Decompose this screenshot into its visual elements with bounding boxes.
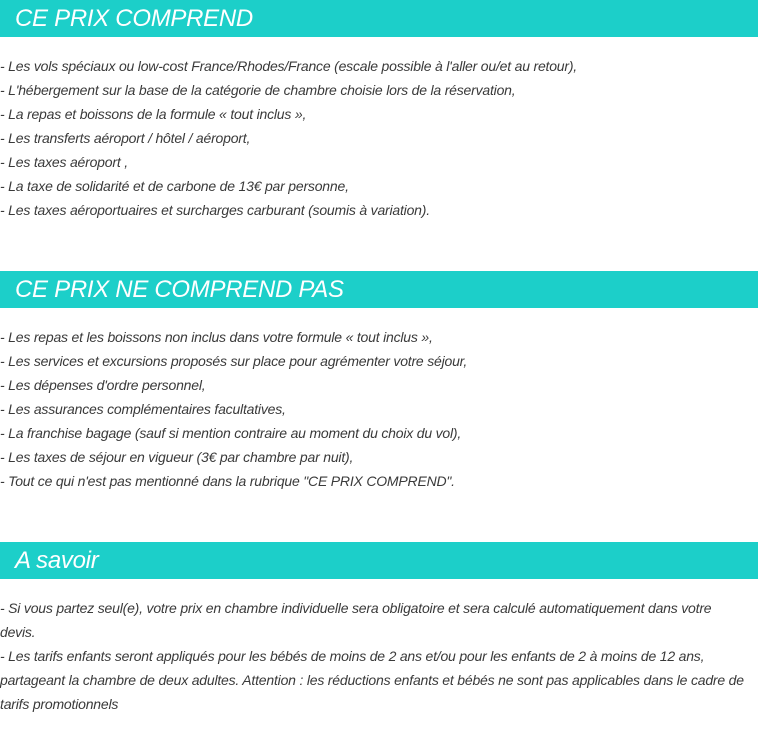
list-item: - La taxe de solidarité et de carbone de 13€ par personne, bbox=[0, 178, 349, 194]
list-item: - Les taxes de séjour en vigueur (3€ par chambre par nuit), bbox=[0, 449, 354, 465]
list-item: - Les dépenses d'ordre personnel, bbox=[0, 377, 206, 393]
list-item: - Les transferts aéroport / hôtel / aéroport, bbox=[0, 130, 251, 146]
list-item: - Les vols spéciaux ou low-cost France/Rhodes/France (escale possible à l'aller ou/et au retour), bbox=[0, 58, 578, 74]
section-title: A savoir bbox=[15, 546, 99, 574]
section-banner bbox=[0, 542, 758, 579]
list-item: - La repas et boissons de la formule « tout inclus », bbox=[0, 106, 307, 122]
excluded-list bbox=[0, 325, 758, 493]
section-good-to-know bbox=[0, 542, 758, 716]
list-item: - Tout ce qui n'est pas mentionné dans la rubrique "CE PRIX COMPREND". bbox=[0, 473, 455, 489]
list-item: - Les repas et les boissons non inclus dans votre formule « tout inclus », bbox=[0, 329, 433, 345]
list-item: - Les assurances complémentaires facultatives, bbox=[0, 401, 286, 417]
section-price-includes bbox=[0, 0, 758, 222]
section-banner bbox=[0, 271, 758, 308]
list-item: - Les tarifs enfants seront appliqués pour les bébés de moins de 2 ans et/ou pour les enfants de 2 à moins de 12 ans, partageant la chambre de deux adultes. Attention : les réductions enfants et bébés ne sont pas applicables dans le cadre de tarifs promotionnels bbox=[0, 648, 744, 712]
list-item: - La franchise bagage (sauf si mention contraire au moment du choix du vol), bbox=[0, 425, 462, 441]
included-list bbox=[0, 54, 758, 222]
list-item: - Les services et excursions proposés sur place pour agrémenter votre séjour, bbox=[0, 353, 468, 369]
list-item: - Si vous partez seul(e), votre prix en chambre individuelle sera obligatoire et sera calculé automatiquement dans votre devis. bbox=[0, 600, 712, 640]
list-item: - Les taxes aéroportuaires et surcharges carburant (soumis à variation). bbox=[0, 202, 430, 218]
list-item: - Les taxes aéroport , bbox=[0, 154, 128, 170]
section-banner bbox=[0, 0, 758, 37]
info-list bbox=[0, 596, 758, 716]
list-item: - L'hébergement sur la base de la catégorie de chambre choisie lors de la réservation, bbox=[0, 82, 516, 98]
section-price-excludes bbox=[0, 271, 758, 493]
section-title: CE PRIX COMPREND bbox=[15, 4, 253, 32]
section-title: CE PRIX NE COMPREND PAS bbox=[15, 275, 344, 303]
